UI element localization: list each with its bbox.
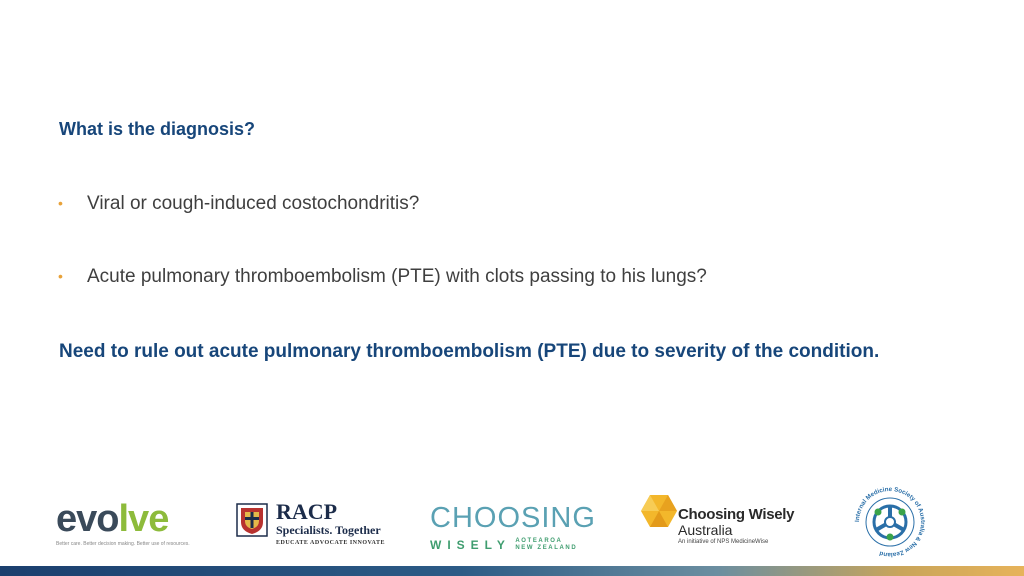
imsanz-logo — [850, 485, 930, 560]
cw-nz-region — [515, 538, 577, 552]
bullet-dot-icon: • — [58, 195, 63, 211]
bullet-text: Acute pulmonary thromboembolism (PTE) with clots passing to his lungs? — [87, 266, 707, 287]
imsanz-ring-text: Internal Medicine Society of Australia & New Zealand — [853, 485, 927, 559]
slide-heading: What is the diagnosis? — [59, 119, 256, 139]
cwa-line1: Choosing Wisely — [678, 506, 795, 523]
racp-tagline: Specialists. Together — [276, 523, 381, 537]
racp-motto: EDUCATE ADVOCATE INNOVATE — [276, 540, 385, 546]
racp-crest-icon — [236, 503, 268, 537]
conclusion-text: Need to rule out acute pulmonary thromboembolism (PTE) due to severity of the condition. — [59, 341, 880, 362]
evolve-logo-letter-e: e — [56, 498, 77, 540]
cwa-line2: Australia — [678, 522, 733, 538]
cw-nz-region-line2: NEW ZEALAND — [515, 544, 578, 551]
evolve-tagline: Better care. Better decision making. Better use of resources. — [56, 541, 190, 547]
bullet-text: Viral or cough-induced costochondritis? — [87, 193, 420, 214]
racp-name: RACP — [276, 499, 338, 524]
cw-nz-top-word: CHOOSING — [430, 502, 596, 534]
cwa-line3: An initiative of NPS MedicineWise — [678, 539, 769, 545]
cw-nz-bottom-word: WISELY — [430, 538, 511, 552]
logo-strip — [0, 485, 1024, 560]
footer-gradient-bar — [0, 566, 1024, 576]
bullet-dot-icon: • — [58, 268, 63, 284]
evolve-logo-letters-lve: lve — [118, 498, 169, 540]
cw-nz-region-line1: AOTEAROA — [515, 537, 563, 544]
cwa-hexagon-icon — [640, 493, 678, 529]
evolve-logo-letters-vo: vo — [76, 498, 119, 540]
evolve-logo — [56, 500, 190, 547]
choosing-wisely-nz-logo — [430, 503, 596, 554]
